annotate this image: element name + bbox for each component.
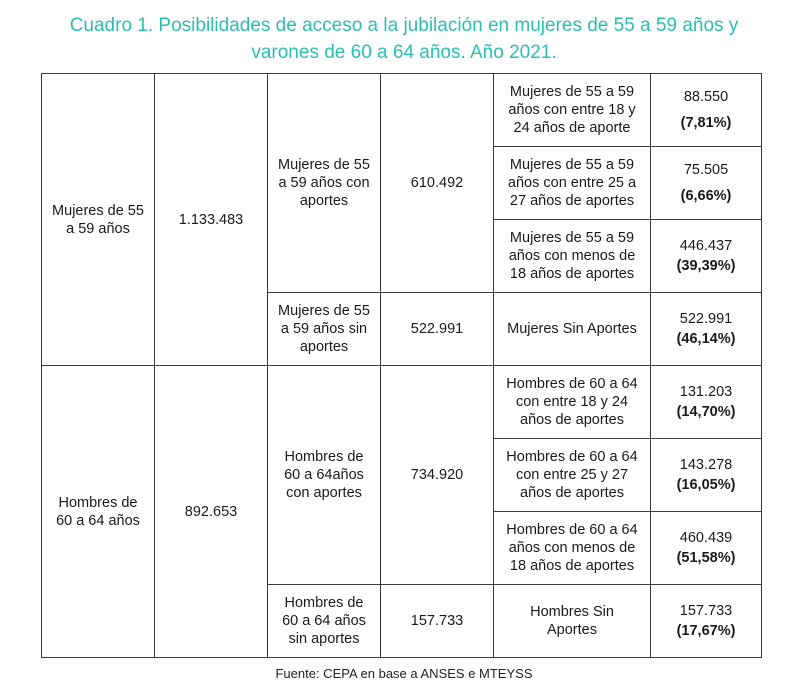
detail-cell [651, 147, 762, 220]
retirement-access-table [41, 73, 762, 658]
detail-percentage: (51,58%) [676, 550, 736, 566]
detail-percentage: (17,67%) [676, 623, 736, 639]
detail-label: Hombres Sin Aportes [494, 585, 651, 658]
detail-cell [651, 585, 762, 658]
detail-label: Hombres de 60 a 64 con entre 18 y 24 años de aportes [494, 366, 651, 439]
detail-value: 75.505 [683, 162, 729, 178]
detail-value: 460.439 [679, 530, 733, 546]
table-row [42, 74, 762, 147]
table-title-line-2: varones de 60 a 64 años. Año 2021. [251, 42, 557, 63]
group-label: Mujeres de 55 a 59 años [42, 74, 155, 366]
subgroup-label: Mujeres de 55 a 59 años sin aportes [268, 293, 381, 366]
detail-label: Hombres de 60 a 64 años con menos de 18 años de aportes [494, 512, 651, 585]
source-note: Fuente: CEPA en base a ANSES e MTEYSS [275, 666, 533, 681]
detail-percentage: (7,81%) [680, 115, 732, 131]
detail-cell [651, 366, 762, 439]
detail-label: Mujeres de 55 a 59 años con entre 25 a 27 años de aportes [494, 147, 651, 220]
detail-percentage: (46,14%) [676, 331, 736, 347]
subgroup-value: 734.920 [381, 366, 494, 585]
detail-label: Hombres de 60 a 64 con entre 25 y 27 años de aportes [494, 439, 651, 512]
detail-cell [651, 220, 762, 293]
detail-value: 88.550 [683, 89, 729, 105]
detail-label: Mujeres Sin Aportes [494, 293, 651, 366]
detail-label: Mujeres de 55 a 59 años con menos de 18 años de aportes [494, 220, 651, 293]
detail-value: 131.203 [679, 384, 733, 400]
detail-percentage: (6,66%) [680, 188, 732, 204]
detail-cell [651, 74, 762, 147]
subgroup-label: Hombres de 60 a 64años con aportes [268, 366, 381, 585]
detail-percentage: (14,70%) [676, 404, 736, 420]
table-title-line-1: Cuadro 1. Posibilidades de acceso a la jubilación en mujeres de 55 a 59 años y [69, 15, 739, 36]
detail-cell [651, 512, 762, 585]
table-row [42, 366, 762, 439]
subgroup-value: 522.991 [381, 293, 494, 366]
detail-value: 143.278 [679, 457, 733, 473]
detail-percentage: (16,05%) [676, 477, 736, 493]
subgroup-label: Mujeres de 55 a 59 años con aportes [268, 74, 381, 293]
detail-label: Mujeres de 55 a 59 años con entre 18 y 24 años de aporte [494, 74, 651, 147]
subgroup-value: 610.492 [381, 74, 494, 293]
group-total: 1.133.483 [155, 74, 268, 366]
detail-value: 446.437 [679, 238, 733, 254]
detail-cell [651, 293, 762, 366]
detail-value: 157.733 [679, 603, 733, 619]
group-label: Hombres de 60 a 64 años [42, 366, 155, 658]
group-total: 892.653 [155, 366, 268, 658]
detail-percentage: (39,39%) [676, 258, 736, 274]
subgroup-value: 157.733 [381, 585, 494, 658]
table-title [0, 12, 808, 66]
subgroup-label: Hombres de 60 a 64 años sin aportes [268, 585, 381, 658]
detail-cell [651, 439, 762, 512]
detail-value: 522.991 [679, 311, 733, 327]
